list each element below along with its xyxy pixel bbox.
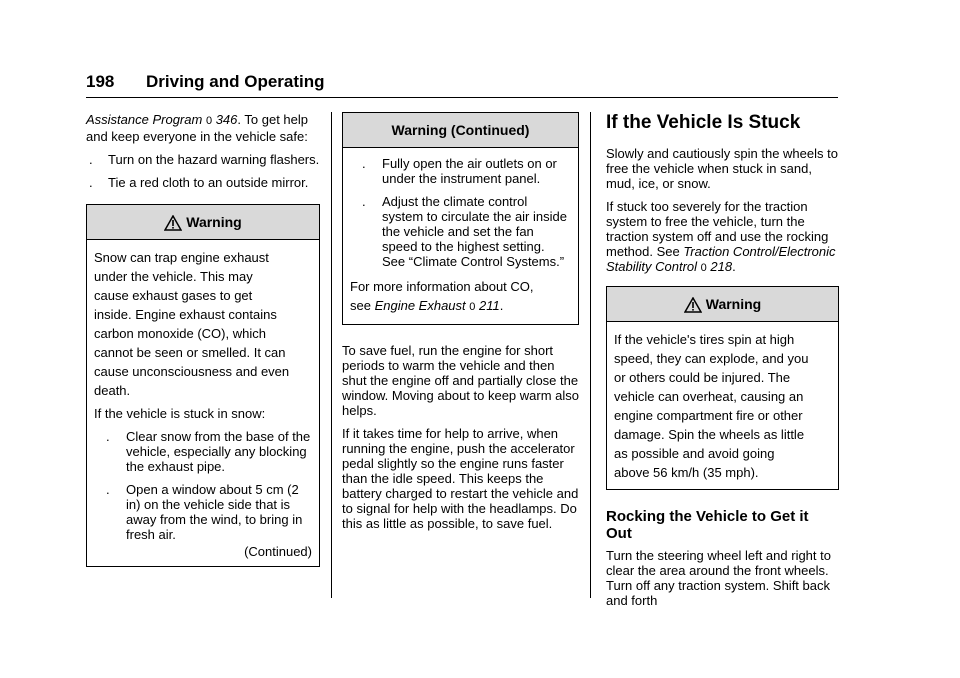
intro-paragraph (86, 112, 320, 144)
list-item (86, 152, 320, 167)
column-3 (606, 112, 839, 616)
list-item (86, 175, 320, 190)
more-info-text: For more information about CO, (350, 279, 534, 294)
more-info-end: . (499, 298, 504, 313)
section-title: Driving and Operating (146, 72, 325, 91)
warning-triangle-icon (164, 215, 182, 231)
paragraph: Turn the steering wheel left and right to clear the area around the front wheels. Turn off any traction system. Shift back and forth (606, 548, 831, 608)
warning-line: above 56 km/h (35 mph). (614, 465, 759, 480)
bullet-icon: . (106, 429, 110, 444)
paragraph-text: If stuck too severely for the traction system to free the vehicle, turn the traction system off and use the rocking method. See (606, 199, 829, 259)
warning-line: under the vehicle. This may (94, 269, 253, 284)
warning-body (343, 148, 578, 324)
section-heading: If the Vehicle Is Stuck (606, 112, 801, 133)
intro-text: . To get help and keep everyone in the vehicle safe: (86, 112, 308, 144)
paragraph: Slowly and cautiously spin the wheels to free the vehicle when stuck in sand, mud, ice, or snow. (606, 146, 838, 191)
header-rule (86, 97, 838, 98)
list-item (350, 194, 571, 269)
paragraph: To save fuel, run the engine for short periods to warm the vehicle and then shut the engine off and partially close the window. Moving about to keep warm also helps. (342, 343, 580, 418)
warning-line: or others could be injured. The (614, 370, 791, 385)
column-divider-1 (331, 112, 332, 598)
paragraph (606, 199, 839, 276)
warning-box-continued (342, 112, 579, 325)
assistance-program-link[interactable]: Assistance Program (86, 112, 203, 127)
warning-line: cannot be seen or smelled. It can (94, 345, 286, 360)
warning-line: inside. Engine exhaust contains (94, 307, 277, 322)
bullet-icon: . (362, 194, 366, 209)
warning-line: cause unconsciousness and even (94, 364, 290, 379)
warning-line: Snow can trap engine exhaust (94, 250, 269, 265)
engine-exhaust-page[interactable]: 211 (479, 298, 500, 313)
warning-box-snow (86, 204, 320, 567)
continued-label: (Continued) (244, 544, 312, 559)
bullet-icon: . (106, 482, 110, 497)
bullet-text: Fully open the air outlets on or under the instrument panel. (382, 156, 557, 186)
warning-line: death. (94, 383, 131, 398)
list-item (94, 429, 312, 474)
warning-box-tires (606, 286, 839, 490)
warning-line: carbon monoxide (CO), which (94, 326, 266, 341)
warning-line: engine compartment fire or other (614, 408, 803, 423)
traction-control-page[interactable]: 218 (710, 259, 733, 274)
warning-line: as possible and avoid going (614, 446, 775, 461)
bullet-text: Tie a red cloth to an outside mirror. (108, 175, 309, 190)
warning-header (87, 205, 319, 240)
warning-lead: If the vehicle is stuck in snow: (94, 406, 266, 421)
warning-text (614, 330, 831, 482)
bullet-icon: . (89, 152, 93, 167)
bullet-text: Clear snow from the base of the vehicle, especially any blocking the exhaust pipe. (126, 429, 311, 474)
bullet-text: Turn on the hazard warning flashers. (108, 152, 320, 167)
warning-header: Warning (Continued) (343, 113, 578, 148)
page-ref-icon: 0 (700, 262, 707, 274)
bullet-text: Open a window about 5 cm (2 in) on the vehicle side that is away from the wind, to bring in fresh air. (126, 482, 303, 542)
warning-line: If the vehicle's tires spin at high (614, 332, 795, 347)
column-divider-2 (590, 112, 591, 598)
warning-line: cause exhaust gases to get (94, 288, 253, 303)
assistance-program-page[interactable]: 346 (215, 112, 238, 127)
page-number: 198 (86, 72, 115, 91)
engine-exhaust-link[interactable]: Engine Exhaust (374, 298, 466, 313)
subsection-heading: Rocking the Vehicle to Get it Out (606, 508, 809, 542)
bullet-text: Adjust the climate control system to circulate the air inside the vehicle and set the fan speed to the highest setting. See “Climate Control Systems.” (382, 194, 567, 269)
warning-body (607, 322, 838, 489)
warning-body (87, 240, 319, 566)
warning-line: vehicle can overheat, causing an (614, 389, 804, 404)
list-item (350, 156, 571, 186)
warning-line: damage. Spin the wheels as little (614, 427, 805, 442)
column-2 (342, 112, 579, 539)
bullet-icon: . (362, 156, 366, 171)
warning-text (94, 248, 312, 400)
page-header (86, 70, 838, 98)
warning-line: speed, they can explode, and you (614, 351, 809, 366)
column-1 (86, 112, 320, 567)
paragraph: If it takes time for help to arrive, when running the engine, push the accelerator pedal slightly so the engine runs faster than the idle speed. This keeps the battery charged to restart the vehicle and to signal for help with the headlamps. Do this as little as possible, to save fuel. (342, 426, 579, 531)
list-item (94, 482, 312, 542)
warning-header (607, 287, 838, 322)
page-ref-icon: 0 (205, 115, 213, 127)
page-ref-icon: 0 (469, 301, 476, 313)
warning-triangle-icon (684, 297, 702, 313)
bullet-icon: . (89, 175, 93, 190)
traction-control-link[interactable]: Traction Control/Electronic Stability Control (606, 244, 836, 274)
more-info-text: see (350, 298, 375, 313)
paragraph-end: . (732, 259, 736, 274)
more-info (350, 277, 571, 317)
warning-title: Warning (705, 296, 762, 312)
warning-title: Warning (186, 214, 242, 230)
